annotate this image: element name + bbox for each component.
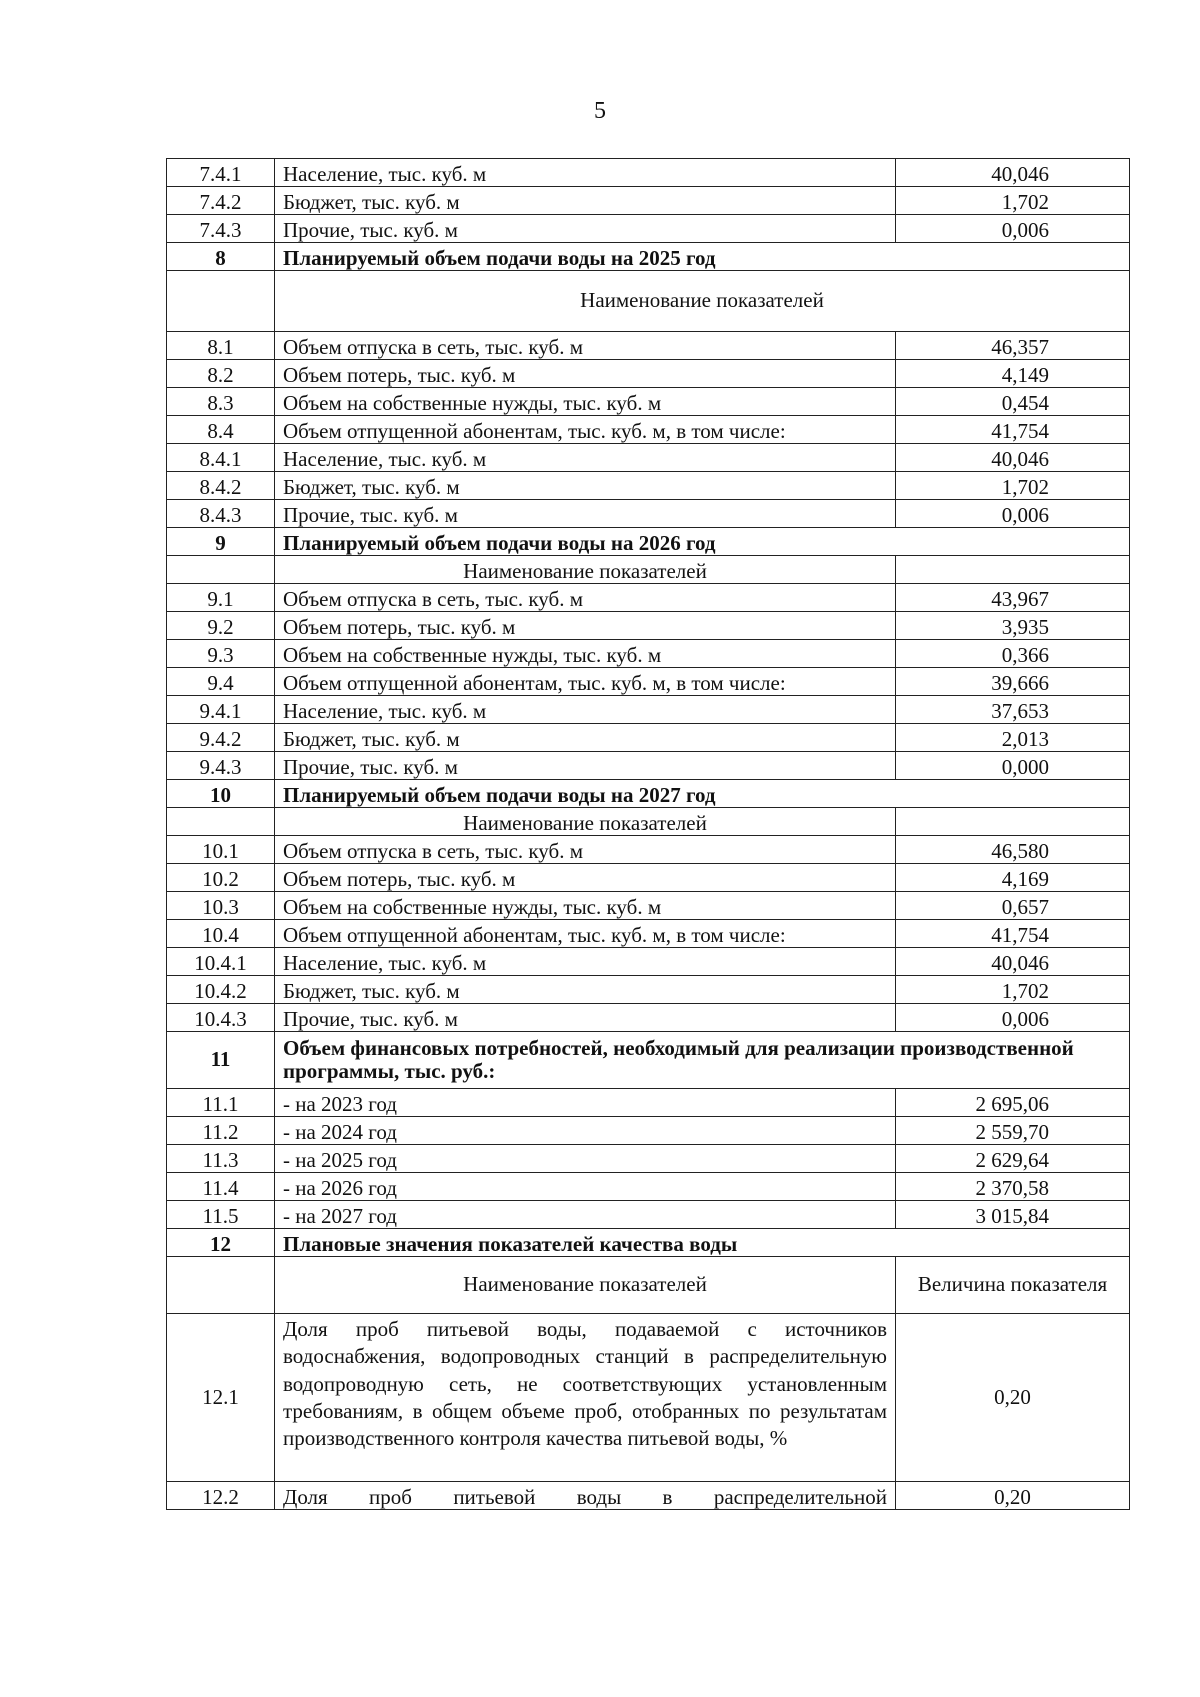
row-number: 8.4.2 bbox=[167, 472, 275, 500]
row-number: 11.4 bbox=[167, 1173, 275, 1201]
row-number: 9.2 bbox=[167, 612, 275, 640]
row-value: 0,366 bbox=[896, 640, 1130, 668]
row-value: 0,006 bbox=[896, 1004, 1130, 1032]
row-value: 1,702 bbox=[896, 472, 1130, 500]
row-value: 1,702 bbox=[896, 976, 1130, 1004]
table-row bbox=[167, 724, 1130, 752]
header-blank-cell bbox=[167, 808, 275, 836]
row-number: 9.4 bbox=[167, 668, 275, 696]
section-number: 11 bbox=[167, 1032, 275, 1089]
column-header-value: Величина показателя bbox=[896, 1257, 1130, 1314]
row-value: 2 370,58 bbox=[896, 1173, 1130, 1201]
table-row bbox=[167, 948, 1130, 976]
row-name: - на 2023 год bbox=[275, 1089, 896, 1117]
column-header-row bbox=[167, 1257, 1130, 1314]
row-name: Население, тыс. куб. м bbox=[275, 696, 896, 724]
row-value: 4,169 bbox=[896, 864, 1130, 892]
row-value: 4,149 bbox=[896, 360, 1130, 388]
row-value: 2 695,06 bbox=[896, 1089, 1130, 1117]
section-header-row bbox=[167, 1032, 1130, 1089]
table-row bbox=[167, 1482, 1130, 1510]
row-value: 2 559,70 bbox=[896, 1117, 1130, 1145]
row-value: 40,046 bbox=[896, 444, 1130, 472]
row-name: Население, тыс. куб. м bbox=[275, 948, 896, 976]
row-value: 2,013 bbox=[896, 724, 1130, 752]
table-row bbox=[167, 332, 1130, 360]
row-name: - на 2024 год bbox=[275, 1117, 896, 1145]
row-number: 8.3 bbox=[167, 388, 275, 416]
row-number: 12.1 bbox=[167, 1314, 275, 1482]
header-blank-cell bbox=[167, 556, 275, 584]
section-header-row bbox=[167, 1229, 1130, 1257]
row-number: 10.2 bbox=[167, 864, 275, 892]
table-row bbox=[167, 584, 1130, 612]
row-number: 11.3 bbox=[167, 1145, 275, 1173]
row-number: 12.2 bbox=[167, 1482, 275, 1510]
column-header-name: Наименование показателей bbox=[275, 1257, 896, 1314]
row-value: 46,357 bbox=[896, 332, 1130, 360]
table-row bbox=[167, 388, 1130, 416]
table-row bbox=[167, 640, 1130, 668]
row-name: Объем отпуска в сеть, тыс. куб. м bbox=[275, 584, 896, 612]
row-name: Объем потерь, тыс. куб. м bbox=[275, 360, 896, 388]
row-value: 43,967 bbox=[896, 584, 1130, 612]
row-number: 9.4.1 bbox=[167, 696, 275, 724]
row-value: 41,754 bbox=[896, 416, 1130, 444]
production-program-table bbox=[166, 158, 1130, 1510]
table-row bbox=[167, 1117, 1130, 1145]
row-value: 3 015,84 bbox=[896, 1201, 1130, 1229]
row-name: Доля проб питьевой воды, подаваемой с источников водоснабжения, водопроводных станций в распределительную водопроводную сеть, не соответствующих установленным требованиям, в общем объеме проб, отобранных по результатам производственного контроля качества питьевой воды, % bbox=[275, 1314, 896, 1482]
section-title: Планируемый объем подачи воды на 2027 год bbox=[275, 780, 1130, 808]
table-row bbox=[167, 864, 1130, 892]
column-header-row bbox=[167, 808, 1130, 836]
row-number: 10.3 bbox=[167, 892, 275, 920]
header-blank-cell bbox=[896, 808, 1130, 836]
row-value: 40,046 bbox=[896, 159, 1130, 187]
row-number: 11.5 bbox=[167, 1201, 275, 1229]
row-number: 10.4 bbox=[167, 920, 275, 948]
row-number: 10.1 bbox=[167, 836, 275, 864]
row-name: Объем отпущенной абонентам, тыс. куб. м, в том числе: bbox=[275, 668, 896, 696]
row-name: Объем потерь, тыс. куб. м bbox=[275, 612, 896, 640]
row-name: Бюджет, тыс. куб. м bbox=[275, 187, 896, 215]
row-value: 0,006 bbox=[896, 215, 1130, 243]
row-name: - на 2027 год bbox=[275, 1201, 896, 1229]
row-value: 40,046 bbox=[896, 948, 1130, 976]
header-blank-cell bbox=[896, 556, 1130, 584]
row-value: 0,657 bbox=[896, 892, 1130, 920]
row-value: 41,754 bbox=[896, 920, 1130, 948]
row-number: 8.4.1 bbox=[167, 444, 275, 472]
table-row bbox=[167, 1201, 1130, 1229]
column-header-name: Наименование показателей bbox=[275, 556, 896, 584]
row-number: 8.1 bbox=[167, 332, 275, 360]
column-header-name: Наименование показателей bbox=[275, 808, 896, 836]
row-name: Бюджет, тыс. куб. м bbox=[275, 724, 896, 752]
row-name: Объем на собственные нужды, тыс. куб. м bbox=[275, 640, 896, 668]
section-title: Планируемый объем подачи воды на 2025 год bbox=[275, 243, 1130, 271]
table-row bbox=[167, 500, 1130, 528]
section-title: Плановые значения показателей качества воды bbox=[275, 1229, 1130, 1257]
row-value: 0,454 bbox=[896, 388, 1130, 416]
section-number: 10 bbox=[167, 780, 275, 808]
section-title: Объем финансовых потребностей, необходимый для реализации производственной программы, тыс. руб.: bbox=[275, 1032, 1130, 1089]
row-name: Объем отпуска в сеть, тыс. куб. м bbox=[275, 332, 896, 360]
table-row bbox=[167, 1004, 1130, 1032]
row-value: 2 629,64 bbox=[896, 1145, 1130, 1173]
row-name: Прочие, тыс. куб. м bbox=[275, 500, 896, 528]
row-value: 1,702 bbox=[896, 187, 1130, 215]
section-number: 8 bbox=[167, 243, 275, 271]
row-number: 7.4.2 bbox=[167, 187, 275, 215]
row-name: Объем отпуска в сеть, тыс. куб. м bbox=[275, 836, 896, 864]
table-row bbox=[167, 752, 1130, 780]
page-number: 5 bbox=[594, 98, 606, 124]
table-row bbox=[167, 892, 1130, 920]
table-row bbox=[167, 360, 1130, 388]
row-number: 9.4.2 bbox=[167, 724, 275, 752]
table-row bbox=[167, 187, 1130, 215]
table-row bbox=[167, 668, 1130, 696]
row-name: Прочие, тыс. куб. м bbox=[275, 752, 896, 780]
row-value: 46,580 bbox=[896, 836, 1130, 864]
row-name: Объем отпущенной абонентам, тыс. куб. м, в том числе: bbox=[275, 920, 896, 948]
table-row bbox=[167, 920, 1130, 948]
row-name: Население, тыс. куб. м bbox=[275, 159, 896, 187]
column-header-row bbox=[167, 271, 1130, 332]
section-header-row bbox=[167, 243, 1130, 271]
header-blank-cell bbox=[167, 1257, 275, 1314]
column-header-row bbox=[167, 556, 1130, 584]
row-name: Бюджет, тыс. куб. м bbox=[275, 472, 896, 500]
row-number: 11.1 bbox=[167, 1089, 275, 1117]
row-number: 7.4.3 bbox=[167, 215, 275, 243]
table-row bbox=[167, 444, 1130, 472]
section-header-row bbox=[167, 528, 1130, 556]
row-value: 39,666 bbox=[896, 668, 1130, 696]
table-row bbox=[167, 416, 1130, 444]
row-number: 10.4.1 bbox=[167, 948, 275, 976]
row-number: 9.4.3 bbox=[167, 752, 275, 780]
row-name: Объем на собственные нужды, тыс. куб. м bbox=[275, 388, 896, 416]
table-row bbox=[167, 836, 1130, 864]
row-value: 0,20 bbox=[896, 1482, 1130, 1510]
row-number: 11.2 bbox=[167, 1117, 275, 1145]
header-blank-cell bbox=[167, 271, 275, 332]
row-number: 8.2 bbox=[167, 360, 275, 388]
table-row bbox=[167, 1314, 1130, 1482]
row-name: Объем на собственные нужды, тыс. куб. м bbox=[275, 892, 896, 920]
row-name: Прочие, тыс. куб. м bbox=[275, 1004, 896, 1032]
table-row bbox=[167, 696, 1130, 724]
table-row bbox=[167, 1173, 1130, 1201]
row-number: 7.4.1 bbox=[167, 159, 275, 187]
section-number: 12 bbox=[167, 1229, 275, 1257]
row-name: Доля проб питьевой воды в распределительной bbox=[275, 1482, 896, 1510]
row-value: 0,006 bbox=[896, 500, 1130, 528]
table-row bbox=[167, 215, 1130, 243]
row-name: Бюджет, тыс. куб. м bbox=[275, 976, 896, 1004]
row-name: - на 2025 год bbox=[275, 1145, 896, 1173]
row-number: 10.4.3 bbox=[167, 1004, 275, 1032]
row-value: 37,653 bbox=[896, 696, 1130, 724]
section-number: 9 bbox=[167, 528, 275, 556]
table-row bbox=[167, 159, 1130, 187]
row-name: Прочие, тыс. куб. м bbox=[275, 215, 896, 243]
table-row bbox=[167, 976, 1130, 1004]
row-value: 3,935 bbox=[896, 612, 1130, 640]
row-number: 8.4.3 bbox=[167, 500, 275, 528]
row-name: Население, тыс. куб. м bbox=[275, 444, 896, 472]
row-number: 10.4.2 bbox=[167, 976, 275, 1004]
row-value: 0,20 bbox=[896, 1314, 1130, 1482]
row-name: - на 2026 год bbox=[275, 1173, 896, 1201]
table-row bbox=[167, 612, 1130, 640]
section-title: Планируемый объем подачи воды на 2026 год bbox=[275, 528, 1130, 556]
table-row bbox=[167, 472, 1130, 500]
row-name: Объем потерь, тыс. куб. м bbox=[275, 864, 896, 892]
section-header-row bbox=[167, 780, 1130, 808]
table-row bbox=[167, 1145, 1130, 1173]
table-row bbox=[167, 1089, 1130, 1117]
column-header-name: Наименование показателей bbox=[275, 271, 1130, 332]
row-value: 0,000 bbox=[896, 752, 1130, 780]
row-name: Объем отпущенной абонентам, тыс. куб. м, в том числе: bbox=[275, 416, 896, 444]
row-number: 9.3 bbox=[167, 640, 275, 668]
row-number: 8.4 bbox=[167, 416, 275, 444]
row-number: 9.1 bbox=[167, 584, 275, 612]
